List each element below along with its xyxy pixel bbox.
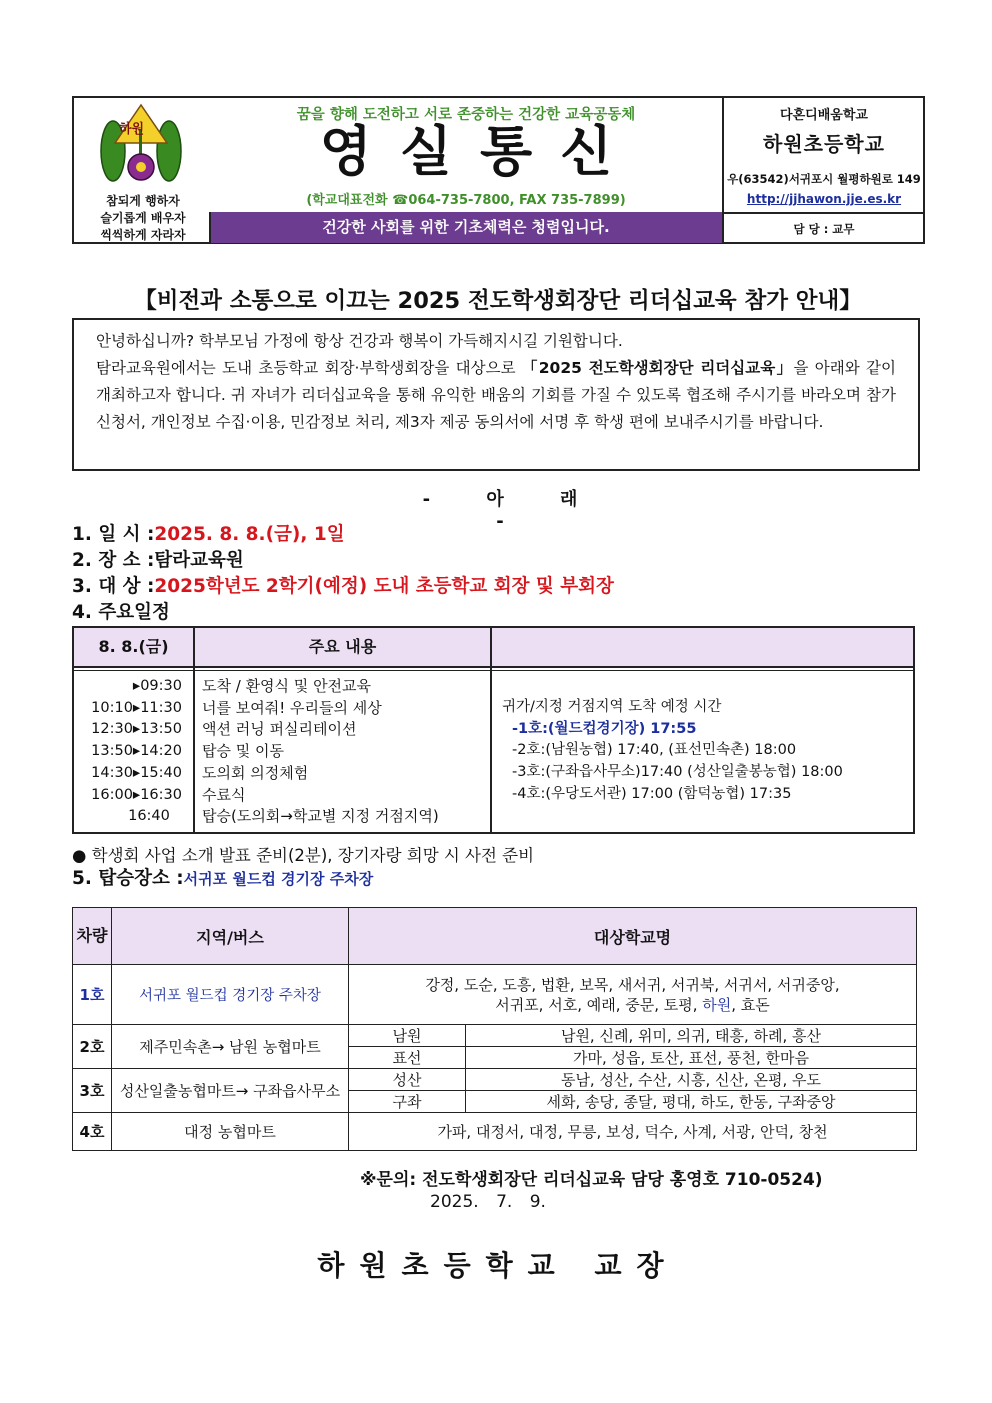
arrival-title: 귀가/지정 거점지역 도착 예정 시간 <box>502 699 722 715</box>
school-logo <box>95 99 187 191</box>
header-divider <box>209 212 211 243</box>
arrival-4: -4호:(우당도서관) 17:00 (함덕농협) 17:35 <box>512 785 792 802</box>
slogan: 꿈을 향해 도전하고 서로 존중하는 건강한 교육공동체 <box>296 107 636 123</box>
preparation-note: ● 학생회 사업 소개 발표 준비(2분), 장기자랑 희망 시 사전 준비 <box>72 846 535 865</box>
motto-1: 참되게 행하자 <box>106 194 180 208</box>
boarding-value: 서귀포 월드컵 경기장 주차장 <box>183 870 374 888</box>
logo-text: 하원 <box>119 122 145 137</box>
schedule-activities <box>202 676 439 828</box>
newsletter-title: 영실통신 <box>319 120 641 183</box>
time-slot: ▸09:30 <box>132 678 182 694</box>
arrival-2: -2호:(남원농협) 17:40, (표선민속촌) 18:00 <box>512 742 797 759</box>
activity: 수료식 <box>202 785 246 804</box>
arrival-1: -1호:(월드컵경기장) 17:55 <box>512 720 697 737</box>
bus-header-vehicle: 차량 <box>73 908 112 965</box>
table-row: 2호 제주민속촌→ 남원 농협마트 남원 남원, 신례, 위미, 의귀, 태흥, 하례, 흥산 <box>73 1025 917 1047</box>
bus-header-region: 지역/버스 <box>112 908 349 965</box>
notice-title: 【비전과 소통으로 이끄는 2025 전도학생회장단 리더십교육 참가 안내】 <box>134 288 862 314</box>
school-phone: (학교대표전화 ☎064-735-7800, FAX 735-7899) <box>306 193 626 208</box>
time-slot: 10:10▸11:30 <box>91 699 182 716</box>
schedule-content-header: 주요 내용 <box>195 628 492 666</box>
inquiry-contact: ※문의: 전도학생회장단 리더십교육 담당 홍영호 710-0524) <box>360 1170 823 1190</box>
activity: 탑승 및 이동 <box>202 742 284 761</box>
place-value: 탐라교육원 <box>154 550 244 571</box>
intro-line: 안녕하십니까? 학부모님 가정에 항상 건강과 행복이 가득해지시길 기원합니다. <box>96 332 623 350</box>
schedule-times <box>86 676 182 828</box>
activity: 도의회 의정체험 <box>202 763 309 782</box>
activity: 너를 보여줘! 우리들의 세상 <box>202 698 382 717</box>
time-slot: 14:30▸15:40 <box>91 764 182 781</box>
item-schedule: 4. 주요일정 <box>72 602 170 623</box>
school-url-link[interactable]: http://jjhawon.jje.es.kr <box>746 192 902 206</box>
highlighted-school: 하원 <box>702 995 732 1014</box>
intro-paragraph: 탐라교육원에서는 도내 초등학교 회장·부학생회장을 대상으로 「2025 전도학생회장단 리더십교육」을 아래와 같이 개최하고자 합니다. 귀 자녀가 리더십교육을 통해 유익한 배움의 기회를 가질 수 있도록 협조해 주시기를 바라오며 참가 신청서, 개인정보 수집·이용, 민감정보 처리, 제3자 제공 동의서에 서명 후 학생 편에 보내주시기를 바랍니다. <box>96 359 896 431</box>
table-row: 구좌 세화, 송당, 종달, 평대, 하도, 한동, 구좌중앙 <box>73 1091 917 1113</box>
schedule-table <box>72 626 915 834</box>
issue-date: 2025. 7. 9. <box>430 1192 546 1212</box>
flower-icon <box>128 154 154 180</box>
school-address: 우(63542)서귀포시 월평하원로 149 <box>727 172 921 186</box>
program-name: 「2025 전도학생회장단 리더십교육」 <box>521 359 794 377</box>
date-value: 2025. 8. 8.(금), 1일 <box>154 524 345 545</box>
table-row: 표선 가마, 성읍, 토산, 표선, 풍천, 한마음 <box>73 1047 917 1069</box>
target-value: 2025학년도 2학기(예정) 도내 초등학교 회장 및 부회장 <box>154 576 614 597</box>
integrity-banner: 건강한 사회를 위한 기초체력은 청렴입니다. <box>210 212 722 243</box>
schedule-empty-header <box>492 628 913 666</box>
bus-header-schools: 대상학교명 <box>349 908 917 965</box>
time-slot: 16:40 <box>128 808 170 825</box>
activity: 도착 / 환영식 및 안전교육 <box>202 677 372 695</box>
time-slot: 12:30▸13:50 <box>91 721 182 738</box>
principal-signature: 하원초등학교 교장 <box>317 1249 679 1282</box>
time-slot: 13:50▸14:20 <box>91 743 182 760</box>
school-subtitle: 다혼디배움학교 <box>780 108 868 123</box>
bus-table <box>72 907 917 1151</box>
time-slot: 16:00▸16:30 <box>91 786 182 803</box>
table-row: 4호 대정 농협마트 가파, 대정서, 대정, 무릉, 보성, 덕수, 사계, 서광, 안덕, 창천 <box>73 1113 917 1151</box>
school-name: 하원초등학교 <box>763 132 885 156</box>
item-place: 2. 장 소 :탐라교육원 <box>72 550 244 571</box>
schedule-date-header: 8. 8.(금) <box>74 628 195 666</box>
section-heading: - 아 래 - <box>422 489 578 532</box>
manager-label: 담 당 : 교무 <box>793 222 855 236</box>
motto-3: 씩씩하게 자라자 <box>100 228 186 242</box>
intro-box <box>72 318 920 471</box>
activity: 액션 러닝 퍼실리테이션 <box>202 720 357 739</box>
item-boarding: 5. 탑승장소 :서귀포 월드컵 경기장 주차장 <box>72 868 374 889</box>
item-target: 3. 대 상 :2025학년도 2학기(예정) 도내 초등학교 회장 및 부회장 <box>72 576 614 597</box>
table-row: 1호 서귀포 월드컵 경기장 주차장 강정, 도순, 도흥, 법환, 보목, 새서귀, 서귀북, 서귀서, 서귀중앙, 서귀포, 서호, 예래, 중문, 토평, 하원, 효돈 <box>73 965 917 1025</box>
item-date: 1. 일 시 :2025. 8. 8.(금), 1일 <box>72 524 345 545</box>
arrival-3: -3호:(구좌읍사무소)17:40 (성산일출봉농협) 18:00 <box>512 764 843 781</box>
table-row: 3호 성산일출농협마트→ 구좌읍사무소 성산 동남, 성산, 수산, 시흥, 신산, 온평, 우도 <box>73 1069 917 1091</box>
activity: 탑승(도의회→학교별 지정 거점지역) <box>202 807 439 826</box>
arrival-times <box>502 697 843 806</box>
header-divider <box>722 212 924 214</box>
motto-2: 슬기롭게 배우자 <box>100 211 186 225</box>
